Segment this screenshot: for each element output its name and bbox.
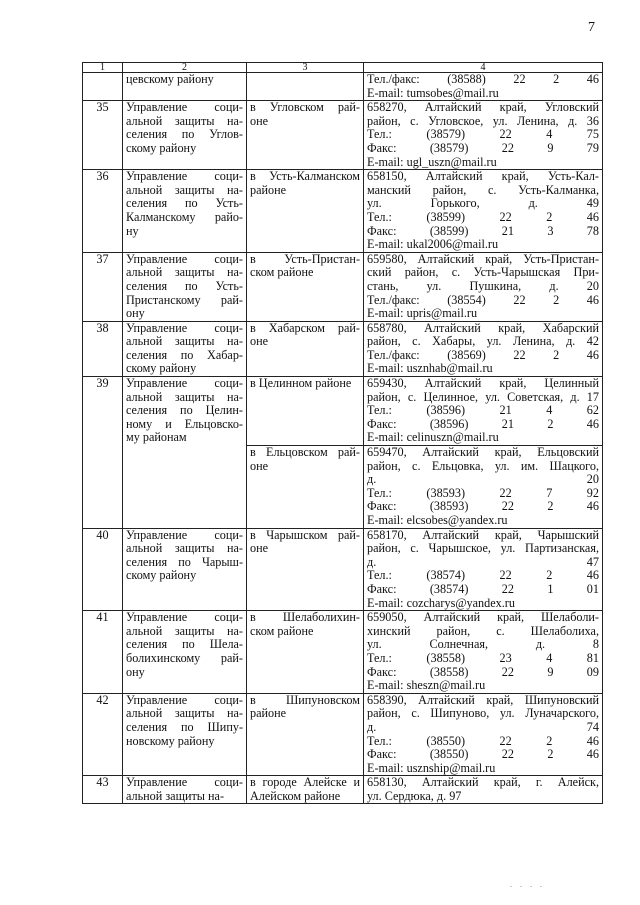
- cell-line: альной защиты на-: [126, 541, 243, 556]
- cell-line: район, с. Шипуново, ул. Луначарского,: [367, 706, 599, 721]
- service-area-cell: [247, 776, 364, 804]
- row-number: 39: [96, 376, 109, 391]
- row-number: 35: [96, 100, 109, 115]
- cell-line: оне: [250, 458, 269, 473]
- organization-cell: [123, 776, 247, 804]
- cell-line: цевскому району: [126, 72, 214, 86]
- row-number-cell: [83, 73, 123, 101]
- row-number: 38: [96, 320, 109, 335]
- cell-line: д. 74: [367, 719, 599, 734]
- row-number-cell: [83, 170, 123, 253]
- cell-line: ону: [126, 664, 145, 679]
- cell-line: 658270, Алтайский край, Угловский: [367, 100, 599, 115]
- cell-line: новскому району: [126, 733, 215, 748]
- cell-line: альной защиты на-: [126, 623, 243, 638]
- row-number-cell: [83, 693, 123, 776]
- cell-line: альной защиты на-: [126, 706, 243, 721]
- cell-line: район, с. Хабары, ул. Ленина, д. 42: [367, 334, 599, 349]
- cell-line: селения по Усть-: [126, 196, 243, 211]
- cell-line: Калманскому райо-: [126, 209, 243, 224]
- cell-line: в Хабарском рай-: [250, 320, 360, 335]
- header-cell: 3: [247, 63, 364, 73]
- cell-line: в городе Алейске и: [250, 775, 360, 790]
- cell-line: E-mail: tumsobes@mail.ru: [367, 85, 499, 100]
- cell-line: 659430, Алтайский край, Целинный: [367, 376, 599, 391]
- cell-line: селения по Шипу-: [126, 719, 243, 734]
- cell-line: 659470, Алтайский край, Ельцовский: [367, 445, 599, 460]
- table-row: [83, 776, 603, 804]
- cell-line: ул. Сердюка, д. 97: [367, 788, 462, 803]
- cell-line: манский район, с. Усть-Калманка,: [367, 182, 599, 197]
- contact-cell: [364, 446, 603, 529]
- table-row: [83, 693, 603, 776]
- cell-line: Управление соци-: [126, 169, 243, 184]
- cell-line: ул. Солнечная, д. 8: [367, 637, 599, 652]
- table-row: [83, 73, 603, 101]
- table-row: [83, 611, 603, 694]
- organization-cell: [123, 693, 247, 776]
- row-number-cell: [83, 321, 123, 376]
- cell-line: E-mail: ukal2006@mail.ru: [367, 237, 499, 252]
- row-number: 37: [96, 251, 109, 266]
- table-row: [83, 321, 603, 376]
- cell-line: скому району: [126, 140, 197, 155]
- contact-cell: [364, 528, 603, 611]
- contact-cell: [364, 693, 603, 776]
- cell-line: хинский район, с. Шелаболиха,: [367, 623, 599, 638]
- row-number-cell: [83, 528, 123, 611]
- header-cell: 2: [123, 63, 247, 73]
- cell-line: E-mail: usznship@mail.ru: [367, 760, 496, 775]
- cell-line: Тел.: (38599) 22 2 46: [367, 209, 599, 224]
- table-row: [83, 170, 603, 253]
- table-row: [83, 101, 603, 170]
- table-row: [83, 252, 603, 321]
- cell-line: районе: [250, 706, 287, 721]
- cell-line: альной защиты на-: [126, 113, 243, 128]
- contact-cell: [364, 252, 603, 321]
- cell-line: д. 20: [367, 472, 599, 487]
- organization-cell: [123, 611, 247, 694]
- service-area-cell: [247, 528, 364, 611]
- cell-line: скому району: [126, 568, 197, 583]
- service-area-cell: [247, 101, 364, 170]
- contact-cell: [364, 377, 603, 446]
- contact-cell: [364, 776, 603, 804]
- cell-line: Тел.: (38550) 22 2 46: [367, 733, 599, 748]
- cell-line: селения по Шела-: [126, 637, 243, 652]
- cell-line: оне: [250, 541, 269, 556]
- cell-line: оне: [250, 113, 269, 128]
- organization-cell: [123, 170, 247, 253]
- cell-line: 658170, Алтайский край, Чарышский: [367, 527, 599, 542]
- contact-cell: [364, 321, 603, 376]
- cell-line: му районам: [126, 430, 187, 445]
- cell-line: E-mail: ugl_uszn@mail.ru: [367, 154, 497, 169]
- organization-cell: [123, 377, 247, 529]
- cell-line: альной защиты на-: [126, 182, 243, 197]
- header-cell: 1: [83, 63, 123, 73]
- service-area-cell: [247, 170, 364, 253]
- cell-line: Управление соци-: [126, 251, 243, 266]
- service-area-cell: [247, 693, 364, 776]
- scan-artifact: . . . .: [510, 880, 545, 889]
- page-number: 7: [588, 20, 595, 35]
- cell-line: Тел./факс: (38569) 22 2 46: [367, 347, 599, 362]
- cell-line: ону: [126, 306, 145, 321]
- cell-line: в Шипуновском: [250, 692, 360, 707]
- cell-line: Управление соци-: [126, 376, 243, 391]
- row-number-cell: [83, 252, 123, 321]
- cell-line: в Угловском рай-: [250, 100, 360, 115]
- service-area-cell: [247, 252, 364, 321]
- cell-line: в Шелаболихин-: [250, 610, 360, 625]
- agencies-table: [82, 62, 603, 804]
- service-area-cell: [247, 446, 364, 529]
- cell-line: Управление соци-: [126, 320, 243, 335]
- cell-line: район, с. Целинное, ул. Советская, д. 17: [367, 389, 599, 404]
- contact-cell: [364, 611, 603, 694]
- cell-line: Управление соци-: [126, 527, 243, 542]
- cell-line: альной защиты на-: [126, 389, 243, 404]
- cell-line: 658390, Алтайский край, Шипуновский: [367, 692, 599, 707]
- cell-line: в Усть-Калманском: [250, 169, 360, 184]
- table-body: [83, 63, 603, 804]
- cell-line: Факс: (38574) 22 1 01: [367, 581, 599, 596]
- cell-line: Тел.: (38574) 22 2 46: [367, 568, 599, 583]
- cell-line: в Усть-Пристан-: [250, 251, 360, 266]
- cell-line: Тел.: (38596) 21 4 62: [367, 403, 599, 418]
- cell-line: Управление соци-: [126, 100, 243, 115]
- cell-line: стань, ул. Пушкина, д. 20: [367, 278, 599, 293]
- cell-line: в Чарышском рай-: [250, 527, 360, 542]
- cell-line: E-mail: elcsobes@yandex.ru: [367, 513, 508, 527]
- cell-line: альной защиты на-: [126, 265, 243, 280]
- cell-line: 659050, Алтайский край, Шелаболи-: [367, 610, 599, 625]
- cell-line: селения по Углов-: [126, 127, 243, 142]
- cell-line: E-mail: cozcharys@yandex.ru: [367, 595, 515, 610]
- organization-cell: [123, 73, 247, 101]
- cell-line: Тел.: (38558) 23 4 81: [367, 650, 599, 665]
- cell-line: ском районе: [250, 623, 314, 638]
- cell-line: ному и Ельцовско-: [126, 416, 243, 431]
- cell-line: Тел./факс: (38554) 22 2 46: [367, 292, 599, 307]
- cell-line: селения по Целин-: [126, 403, 243, 418]
- cell-line: болихинскому рай-: [126, 650, 243, 665]
- cell-line: ском районе: [250, 265, 314, 280]
- cell-line: район, с. Ельцовка, ул. им. Шацкого,: [367, 458, 599, 473]
- service-area-cell: [247, 611, 364, 694]
- row-number-cell: [83, 776, 123, 804]
- row-number: 36: [96, 169, 109, 184]
- cell-line: 659580, Алтайский край, Усть-Пристан-: [367, 251, 599, 266]
- cell-line: 658130, Алтайский край, г. Алейск,: [367, 775, 599, 790]
- cell-line: Тел./факс: (38588) 22 2 46: [367, 72, 599, 86]
- organization-cell: [123, 528, 247, 611]
- row-number: 41: [96, 610, 109, 625]
- row-number: 43: [96, 775, 109, 790]
- cell-line: ну: [126, 223, 139, 238]
- cell-line: д. 47: [367, 554, 599, 569]
- cell-line: селения по Усть-: [126, 278, 243, 293]
- cell-line: скому району: [126, 361, 197, 376]
- cell-line: E-mail: sheszn@mail.ru: [367, 678, 486, 693]
- cell-line: E-mail: upris@mail.ru: [367, 306, 478, 321]
- cell-line: в Целинном районе: [250, 376, 352, 391]
- service-area-cell: [247, 73, 364, 101]
- row-number: 40: [96, 527, 109, 542]
- organization-cell: [123, 321, 247, 376]
- cell-line: Факс: (38550) 22 2 46: [367, 747, 599, 762]
- cell-line: Алейском районе: [250, 788, 341, 803]
- table-row: [83, 377, 603, 446]
- cell-line: Пристанскому рай-: [126, 292, 243, 307]
- cell-line: Тел.: (38593) 22 7 92: [367, 485, 599, 500]
- cell-line: Управление соци-: [126, 610, 243, 625]
- cell-line: в Ельцовском рай-: [250, 445, 360, 460]
- contact-cell: [364, 101, 603, 170]
- cell-line: Факс: (38596) 21 2 46: [367, 416, 599, 431]
- cell-line: районе: [250, 182, 287, 197]
- header-row: [83, 63, 603, 73]
- contact-cell: [364, 170, 603, 253]
- cell-line: альной защиты на-: [126, 334, 243, 349]
- service-area-cell: [247, 377, 364, 446]
- cell-line: E-mail: celinuszn@mail.ru: [367, 430, 499, 445]
- cell-line: Факс: (38599) 21 3 78: [367, 223, 599, 238]
- cell-line: 658780, Алтайский край, Хабарский: [367, 320, 599, 335]
- cell-line: альной защиты на-: [126, 788, 225, 803]
- cell-line: селения по Чарыш-: [126, 554, 243, 569]
- service-area-cell: [247, 321, 364, 376]
- cell-line: ский район, с. Усть-Чарышская При-: [367, 265, 599, 280]
- row-number-cell: [83, 611, 123, 694]
- organization-cell: [123, 252, 247, 321]
- cell-line: Факс: (38558) 22 9 09: [367, 664, 599, 679]
- header-cell: 4: [364, 63, 603, 73]
- organization-cell: [123, 101, 247, 170]
- cell-line: ул. Горького, д. 49: [367, 196, 599, 211]
- cell-line: 658150, Алтайский край, Усть-Кал-: [367, 169, 599, 184]
- row-number-cell: [83, 101, 123, 170]
- cell-line: район, с. Чарышское, ул. Партизанская,: [367, 541, 599, 556]
- cell-line: район, с. Угловское, ул. Ленина, д. 36: [367, 113, 599, 128]
- contact-cell: [364, 73, 603, 101]
- cell-line: селения по Хабар-: [126, 347, 243, 362]
- cell-line: Факс: (38579) 22 9 79: [367, 140, 599, 155]
- cell-line: оне: [250, 334, 269, 349]
- cell-line: Управление соци-: [126, 692, 243, 707]
- row-number-cell: [83, 377, 123, 529]
- cell-line: Тел.: (38579) 22 4 75: [367, 127, 599, 142]
- table-row: [83, 528, 603, 611]
- cell-line: E-mail: usznhab@mail.ru: [367, 361, 493, 376]
- row-number: 42: [96, 692, 109, 707]
- cell-line: Факс: (38593) 22 2 46: [367, 499, 599, 514]
- cell-line: Управление соци-: [126, 775, 243, 790]
